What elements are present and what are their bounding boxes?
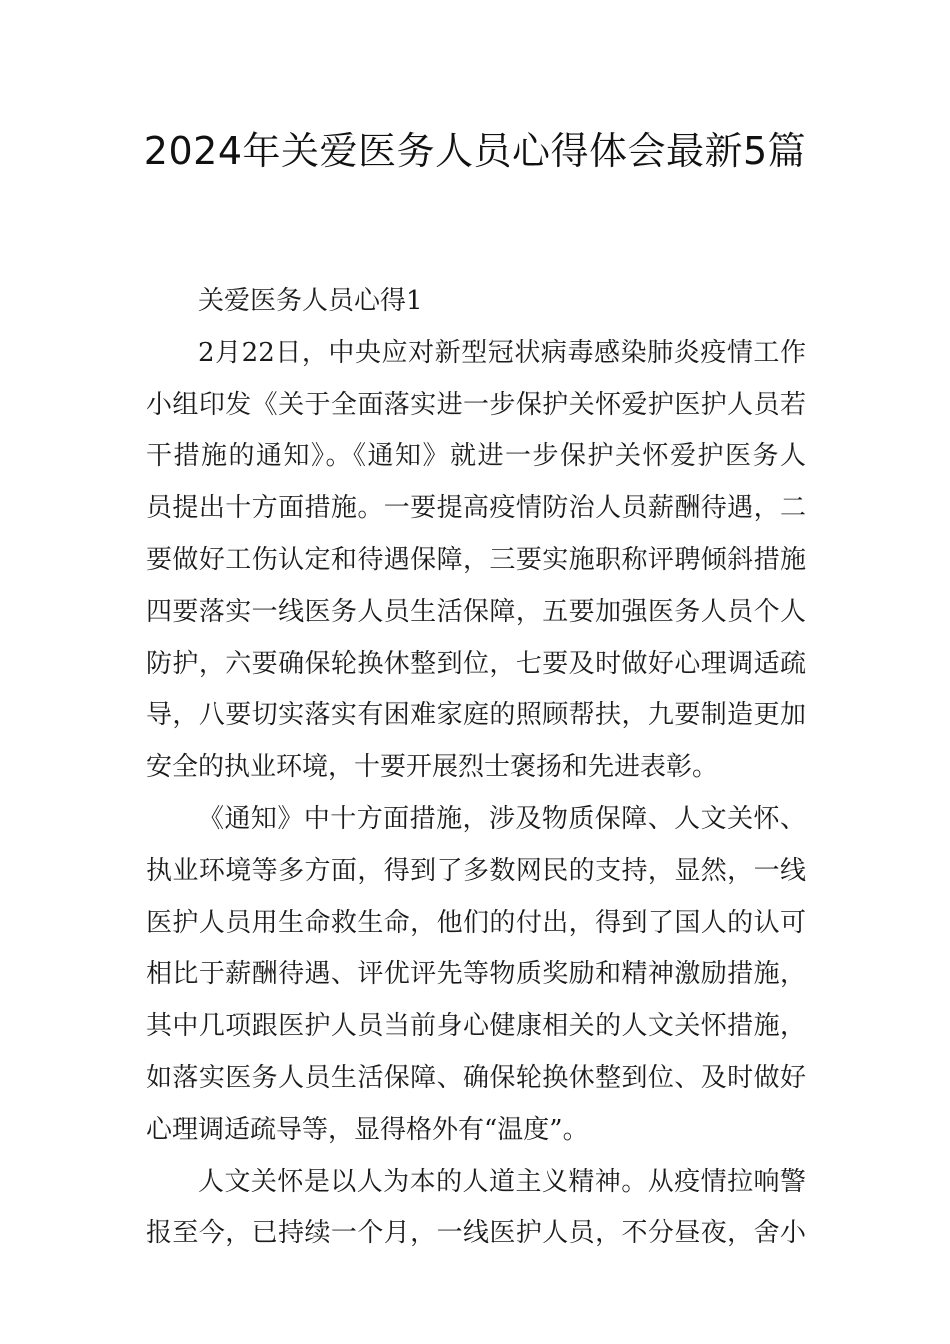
paragraph-line: 员提出十方面措施。一要提高疫情防治人员薪酬待遇，二 (146, 493, 806, 524)
paragraph-line: 安全的执业环境，十要开展烈士褒扬和先进表彰。 (146, 752, 719, 783)
section-heading: 关爱医务人员心得1 (198, 286, 423, 316)
paragraph-3 (146, 1157, 806, 1261)
paragraph-line: 执业环境等多方面，得到了多数网民的支持，显然，一线 (146, 855, 806, 886)
paragraph-line: 小组印发《关于全面落实进一步保护关怀爱护医护人员若 (146, 389, 806, 420)
paragraph-line: 要做好工伤认定和待遇保障，三要实施职称评聘倾斜措施 (146, 544, 806, 575)
paragraph-line: 防护，六要确保轮换休整到位，七要及时做好心理调适疏 (146, 648, 806, 679)
paragraph-line: 导，八要切实落实有困难家庭的照顾帮扶，九要制造更加 (146, 700, 806, 731)
paragraph-line: 报至今，已持续一个月，一线医护人员，不分昼夜，舍小 (146, 1218, 806, 1249)
paragraph-line: 心理调适疏导等，显得格外有“温度”。 (146, 1114, 589, 1145)
paragraph-line: 《通知》中十方面措施，涉及物质保障、人文关怀、 (198, 803, 806, 834)
paragraph-2 (146, 794, 806, 1157)
paragraph-line: 其中几项跟医护人员当前身心健康相关的人文关怀措施， (146, 1011, 806, 1042)
document-body (146, 276, 806, 1260)
paragraph-line: 人文关怀是以人为本的人道主义精神。从疫情拉响警 (198, 1166, 806, 1197)
paragraph-line: 医护人员用生命救生命，他们的付出，得到了国人的认可 (146, 907, 806, 938)
paragraph-line: 如落实医务人员生活保障、确保轮换休整到位、及时做好 (146, 1062, 806, 1093)
document-title: 2024年关爱医务人员心得体会最新5篇 (143, 129, 807, 173)
paragraph-line: 干措施的通知》。《通知》就进一步保护关怀爱护医务人 (146, 441, 806, 472)
paragraph-line: 四要落实一线医务人员生活保障，五要加强医务人员个人 (146, 596, 806, 627)
paragraph-line: 2月22日，中央应对新型冠状病毒感染肺炎疫情工作 (198, 337, 806, 368)
paragraph-1 (146, 328, 806, 794)
paragraph-line: 相比于薪酬待遇、评优评先等物质奖励和精神激励措施， (146, 959, 806, 990)
